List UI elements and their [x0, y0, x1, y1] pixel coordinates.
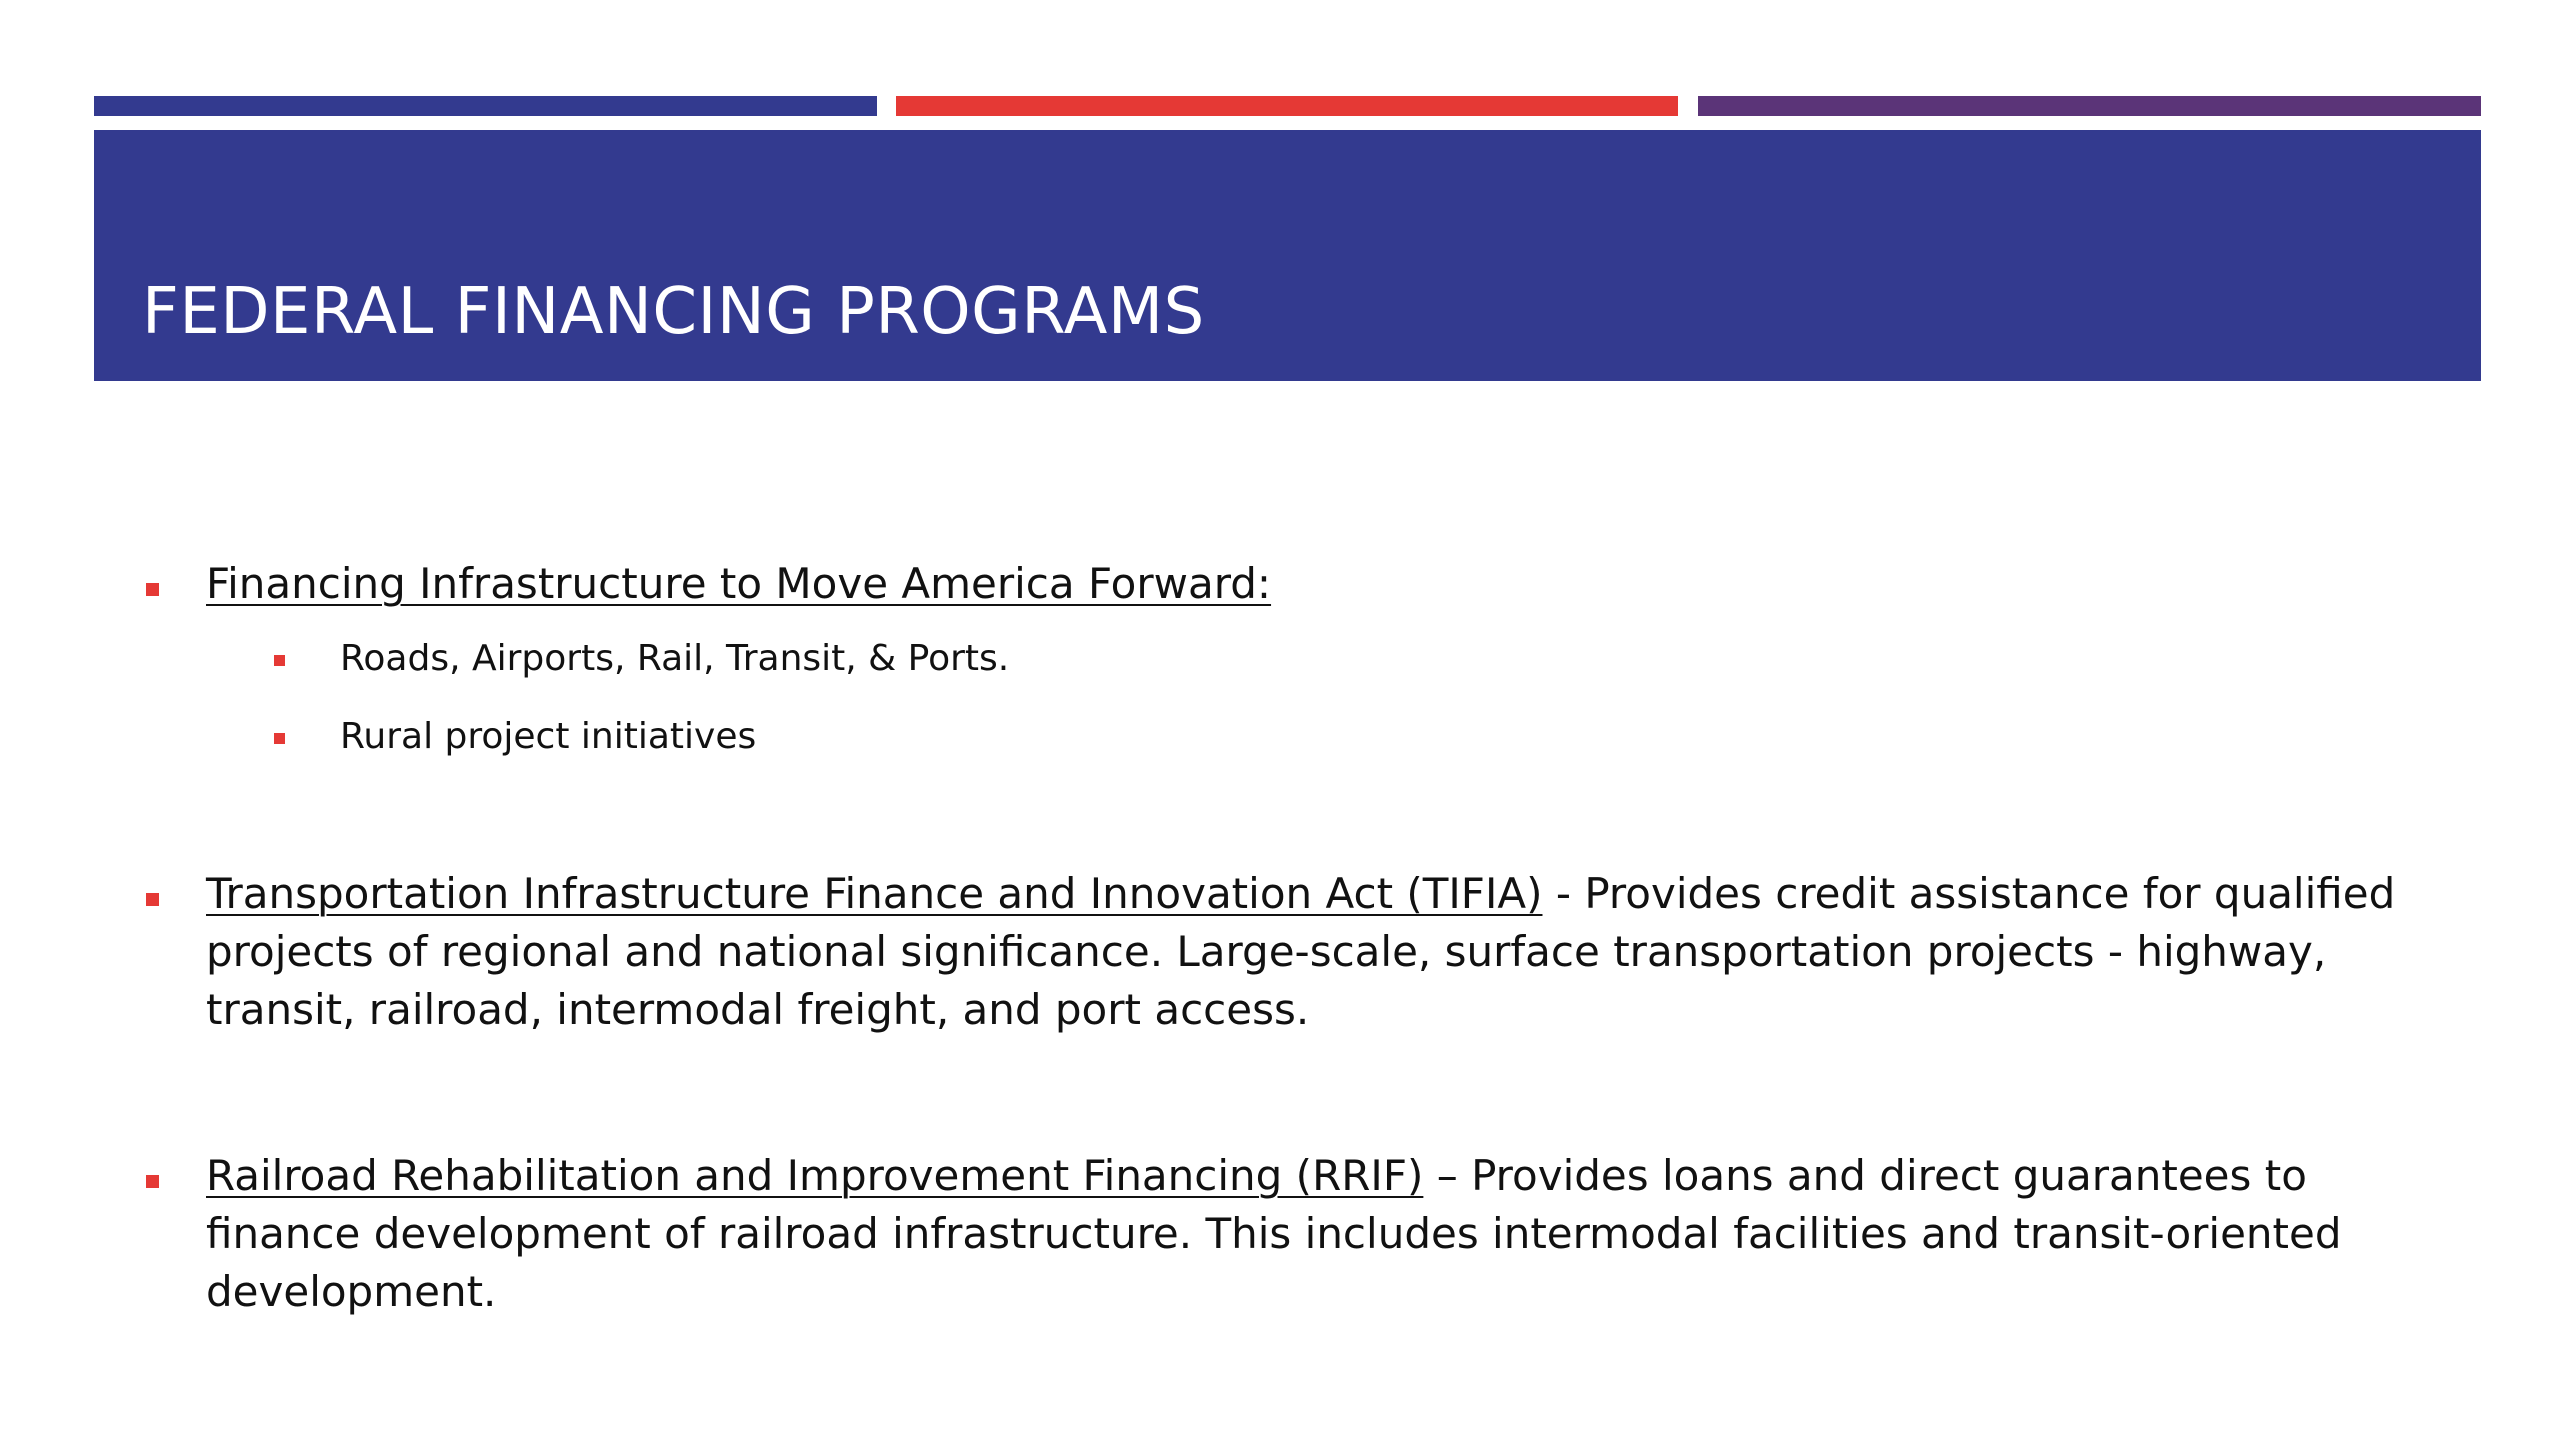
bullet-heading: Railroad Rehabilitation and Improvement Financing (RRIF) — [206, 1151, 1424, 1200]
bullet-rrif — [140, 1147, 2460, 1321]
bullet-heading: Financing Infrastructure to Move America Forward: — [206, 559, 1272, 608]
accent-bar-blue — [94, 96, 877, 116]
bullet-body: Provides credit assistance for qualified projects of regional and national significance. Large-scale, surface transportation projects - highway, transit, railroad, intermodal freight, and port access. — [206, 869, 2396, 1034]
title-band — [94, 130, 2481, 381]
sub-bullet-list — [272, 635, 2460, 761]
square-bullet-icon — [146, 583, 159, 596]
sub-bullet-item — [272, 635, 2460, 683]
sub-bullet-item — [272, 713, 2460, 761]
square-bullet-icon — [274, 733, 285, 744]
slide-content — [140, 555, 2460, 1321]
bullet-financing-infrastructure — [140, 555, 2460, 761]
bullet-heading: Transportation Infrastructure Finance and Innovation Act (TIFIA) — [206, 869, 1543, 918]
bullet-separator: - — [1542, 869, 1585, 918]
sub-bullet-text: Roads, Airports, Rail, Transit, & Ports. — [340, 638, 1010, 679]
accent-bar-red — [896, 96, 1678, 116]
square-bullet-icon — [274, 655, 285, 666]
accent-bar-purple — [1698, 96, 2481, 116]
bullet-separator: – — [1423, 1151, 1472, 1200]
square-bullet-icon — [146, 893, 159, 906]
sub-bullet-text: Rural project initiatives — [340, 716, 757, 757]
slide-title: FEDERAL FINANCING PROGRAMS — [142, 275, 1205, 349]
bullet-tifia — [140, 865, 2460, 1039]
bullet-body: Provides loans and direct guarantees to finance development of railroad infrastructure. This includes intermodal facilities and transit-oriented development. — [206, 1151, 2342, 1316]
square-bullet-icon — [146, 1175, 159, 1188]
